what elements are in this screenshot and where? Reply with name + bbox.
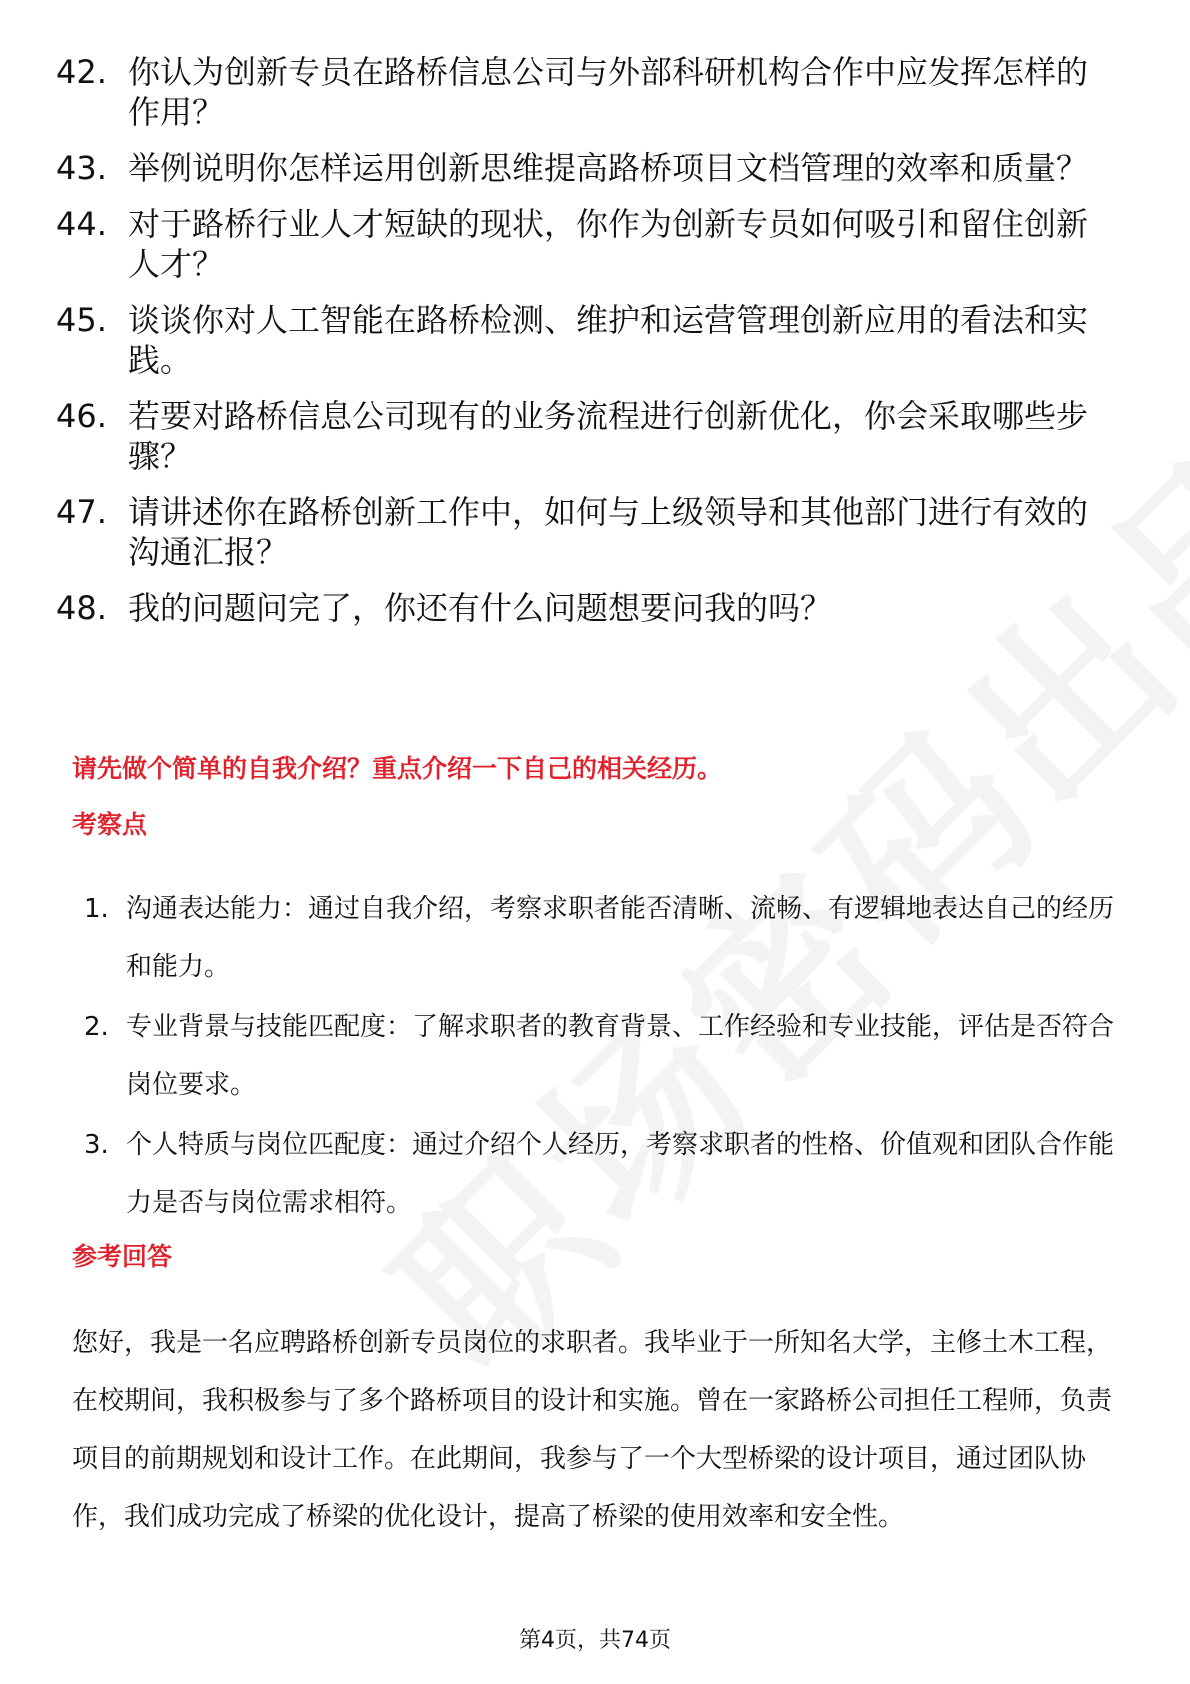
- question-item: [56, 588, 1116, 628]
- question-number: 46.: [56, 397, 107, 435]
- question-item: [56, 396, 1116, 476]
- question-number: 45.: [56, 301, 107, 339]
- question-text: 请讲述你在路桥创新工作中，如何与上级领导和其他部门进行有效的沟通汇报？: [128, 493, 1089, 571]
- point-item: [84, 998, 1114, 1114]
- point-number: 3.: [84, 1130, 109, 1160]
- question-number: 44.: [56, 205, 107, 243]
- question-item: [56, 52, 1116, 132]
- point-item: [84, 880, 1114, 996]
- question-number: 42.: [56, 53, 107, 91]
- point-number: 2.: [84, 1012, 109, 1042]
- page-footer: 第4页，共74页: [519, 1628, 671, 1653]
- question-item: [56, 492, 1116, 572]
- point-text: 个人特质与岗位匹配度：通过介绍个人经历，考察求职者的性格、价值观和团队合作能力是否与岗位需求相符。: [126, 1130, 1115, 1218]
- point-number: 1.: [84, 894, 109, 924]
- question-list: [56, 52, 1116, 644]
- point-text: 沟通表达能力：通过自我介绍，考察求职者能否清晰、流畅、有逻辑地表达自己的经历和能力。: [126, 894, 1115, 982]
- question-item: [56, 300, 1116, 380]
- answer-paragraph: 您好，我是一名应聘路桥创新专员岗位的求职者。我毕业于一所知名大学，主修土木工程，在校期间，我积极参与了多个路桥项目的设计和实施。曾在一家路桥公司担任工程师，负责项目的前期规划和设计工作。在此期间，我参与了一个大型桥梁的设计项目，通过团队协作，我们成功完成了桥梁的优化设计，提高了桥梁的使用效率和安全性。: [72, 1328, 1113, 1532]
- points-list: [84, 880, 1114, 1234]
- answer-label: 参考回答: [72, 1242, 173, 1271]
- question-item: [56, 148, 1116, 188]
- question-heading: 请先做个简单的自我介绍？重点介绍一下自己的相关经历。: [72, 754, 723, 783]
- question-text: 举例说明你怎样运用创新思维提高路桥项目文档管理的效率和质量？: [128, 149, 1089, 187]
- question-text: 若要对路桥信息公司现有的业务流程进行创新优化，你会采取哪些步骤？: [128, 397, 1089, 475]
- question-number: 43.: [56, 149, 107, 187]
- point-text: 专业背景与技能匹配度：了解求职者的教育背景、工作经验和专业技能，评估是否符合岗位要求。: [126, 1012, 1115, 1100]
- question-text: 谈谈你对人工智能在路桥检测、维护和运营管理创新应用的看法和实践。: [128, 301, 1089, 379]
- point-item: [84, 1116, 1114, 1232]
- question-text: 对于路桥行业人才短缺的现状，你作为创新专员如何吸引和留住创新人才？: [128, 205, 1089, 283]
- question-text: 我的问题问完了，你还有什么问题想要问我的吗？: [128, 589, 833, 627]
- question-number: 48.: [56, 589, 107, 627]
- points-label: 考察点: [72, 810, 148, 839]
- question-item: [56, 204, 1116, 284]
- question-number: 47.: [56, 493, 107, 531]
- question-text: 你认为创新专员在路桥信息公司与外部科研机构合作中应发挥怎样的作用？: [128, 53, 1089, 131]
